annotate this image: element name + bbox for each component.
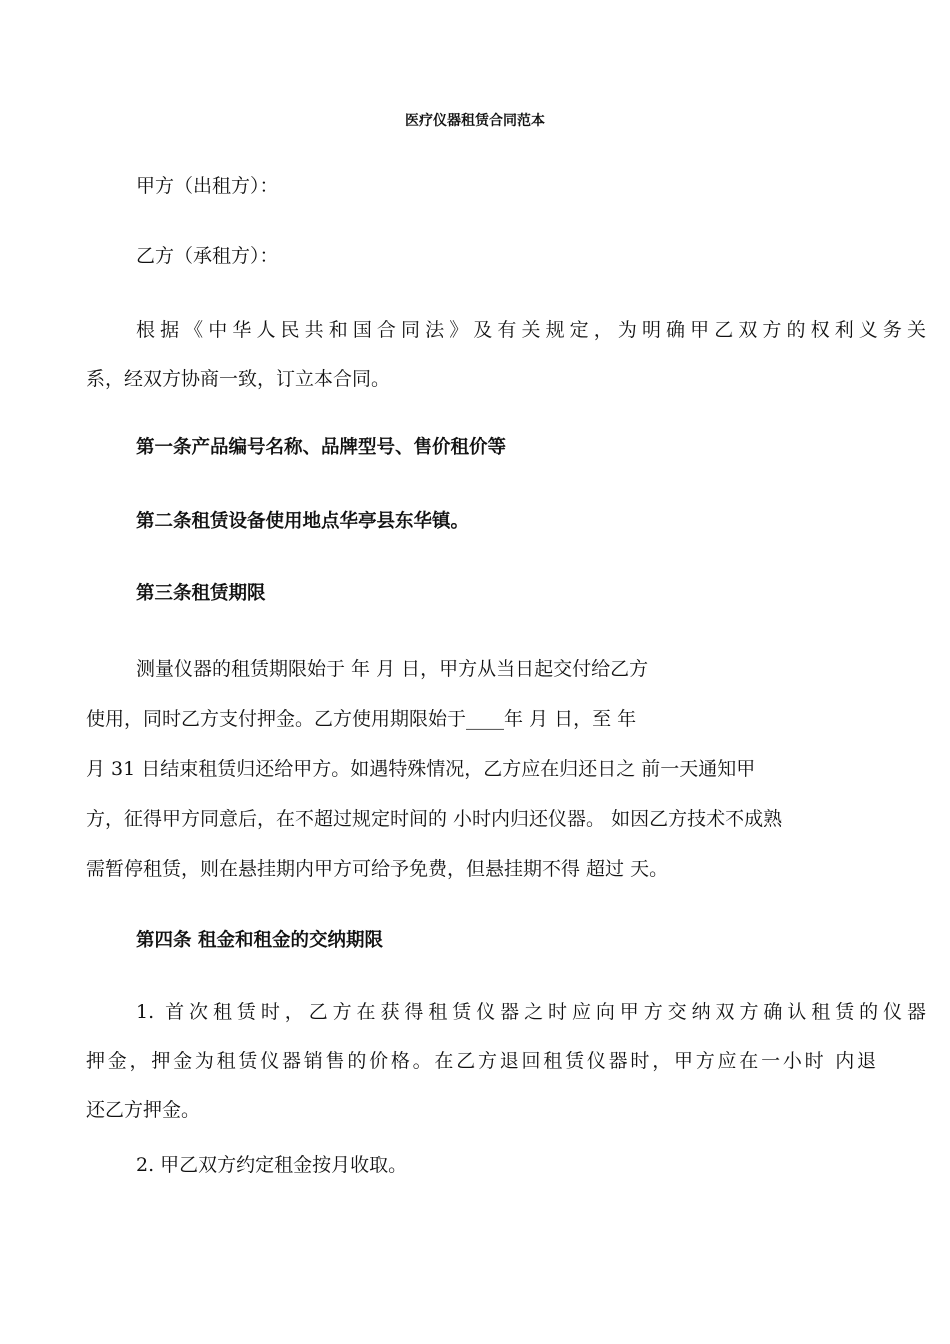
article-4-item-1-line-2: 押金，押金为租赁仪器销售的价格。在乙方退回租赁仪器时，甲方应在一小时 内退 [86,1050,876,1072]
article-3-line-3: 月 31 日结束租赁归还给甲方。如遇特殊情况，乙方应在归还日之 前一天通知甲 [86,758,756,780]
article-2-heading: 第二条租赁设备使用地点华亭县东华镇。 [136,511,470,532]
article-4-item-2: 2. 甲乙双方约定租金按月收取。 [136,1154,408,1176]
article-3-line-1: 测量仪器的租赁期限始于 年 月 日，甲方从当日起交付给乙方 [136,658,649,680]
preamble-line-2: 系，经双方协商一致，订立本合同。 [86,368,391,390]
party-a-line: 甲方（出租方）： [136,175,279,197]
article-1-heading: 第一条产品编号名称、品牌型号、售价租价等 [136,437,507,458]
article-3-line-4: 方，征得甲方同意后，在不超过规定时间的 小时内归还仪器。 如因乙方技术不成熟 [86,808,783,830]
article-3-heading: 第三条租赁期限 [136,583,266,604]
article-4-heading: 第四条 租金和租金的交纳期限 [136,930,383,951]
article-4-item-1-line-1: 1. 首次租赁时，乙方在获得租赁仪器之时应向甲方交纳双方确认租赁的仪器 [136,1001,926,1023]
article-3-line-2: 使用，同时乙方支付押金。乙方使用期限始于____年 月 日，至 年 [86,708,637,730]
article-3-line-5: 需暂停租赁，则在悬挂期内甲方可给予免费，但悬挂期不得 超过 天。 [86,858,669,880]
article-4-item-1-line-3: 还乙方押金。 [86,1099,201,1121]
party-b-line: 乙方（承租方）： [136,245,279,267]
document-title: 医疗仪器租赁合同范本 [405,113,545,129]
preamble-line-1: 根据《中华人民共和国合同法》及有关规定，为明确甲乙双方的权利义务关 [136,319,926,341]
